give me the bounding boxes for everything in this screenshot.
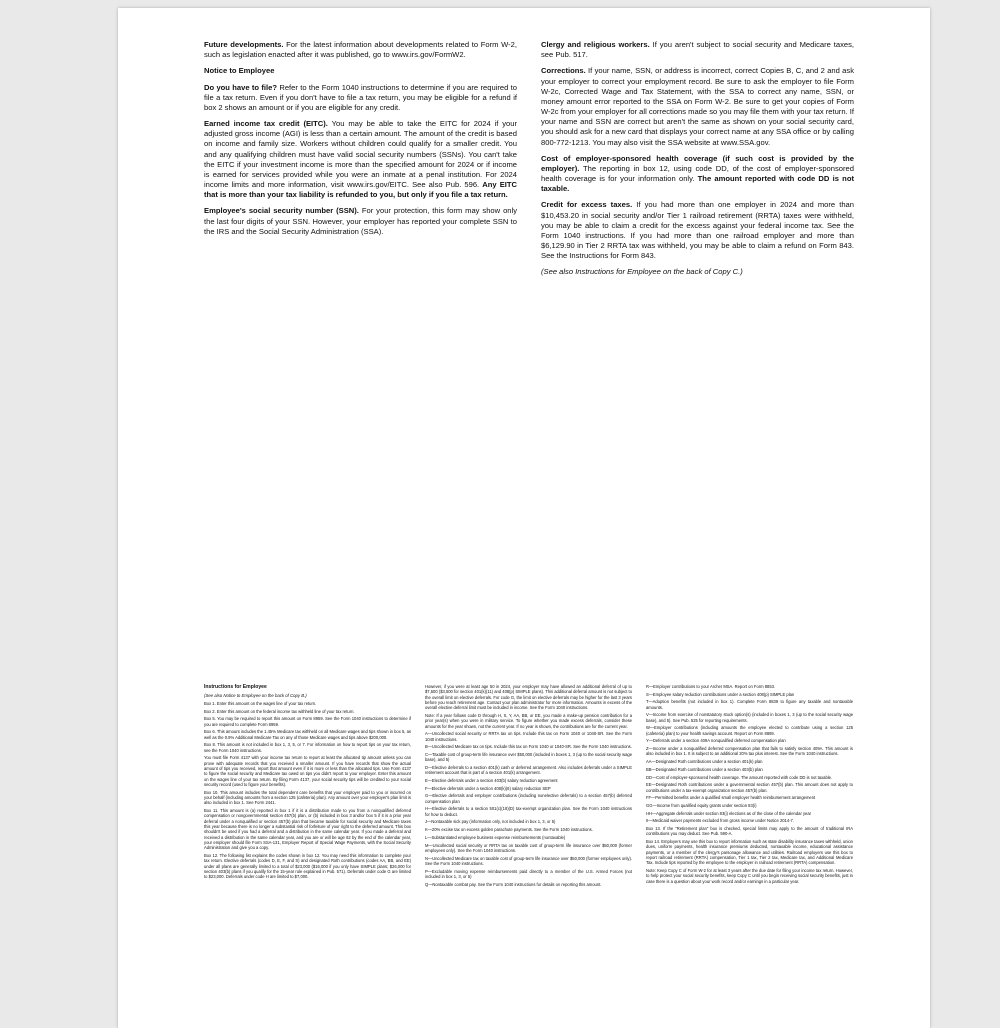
excess-taxes-paragraph: [541, 200, 854, 261]
instruction-item: BB—Designated Roth contributions under a section 403(b) plan: [646, 766, 763, 772]
instruction-item: Box 5. You may be required to report this amount on Form 8959. See the Form 1040 instructions to determine if you are required to complete Form 8959.: [204, 716, 411, 727]
eitc-bold-tail: Any EITC that is more than your tax liability is refunded to you, but only if you file a tax return.: [204, 180, 517, 200]
instructions-title: Instructions for Employee: [204, 684, 267, 690]
instruction-item: F—Elective deferrals under a section 408(k)(6) salary reduction SEP: [425, 785, 551, 791]
instruction-item: Note: If a year follows code D through H, S, Y, AA, BB, or EE, you made a make-up pension contribution for a prior year(s) when you were in military service. To figure whether you made excess deferrals, consider these amounts for the year shown, not the current year. If no year is shown, the contributions are for the current year.: [425, 712, 632, 729]
notice-title: Notice to Employee: [204, 66, 275, 76]
do-you-have-to-file-paragraph: [204, 83, 517, 114]
instructions-subtitle: (See also Notice to Employee on the back of Copy B.): [204, 692, 307, 698]
instruction-item: M—Uncollected social security or RRTA tax on taxable cost of group-term life insurance over $50,000 (former employees only). See the Form 1040 instructions.: [425, 842, 632, 853]
instruction-item: DD—Cost of employer-sponsored health coverage. The amount reported with code DD is not taxable.: [646, 774, 833, 780]
instruction-item: L—Substantiated employee business expense reimbursements (nontaxable): [425, 834, 566, 840]
instruction-item: Box 13. If the "Retirement plan" box is checked, special limits may apply to the amount of traditional IRA contributions you may deduct. See Pub. 590-A.: [646, 826, 853, 837]
instruction-item: Q—Nontaxable combat pay. See the Form 1040 instructions for details on reporting this amount.: [425, 881, 602, 887]
instruction-item: T—Adoption benefits (not included in box 1). Complete Form 8839 to figure any taxable and nontaxable amounts.: [646, 699, 853, 710]
instruction-item: D—Elective deferrals to a section 401(k) cash or deferred arrangement. Also includes deferrals under a SIMPLE retirement account that is part of a section 401(k) arrangement.: [425, 765, 632, 776]
ssn-heading: Employee's social security number (SSN).: [204, 206, 359, 216]
future-developments-text: For the latest information about developments related to Form W-2, such as legislation enacted after it was published, go to www.irs.gov/FormW2.: [204, 40, 518, 60]
eitc-heading: Earned income tax credit (EITC).: [204, 119, 328, 129]
instruction-item: V—Income from exercise of nonstatutory stock option(s) (included in boxes 1, 3 (up to the social security wage base), and 5). See Pub. 525 for reporting requirements.: [646, 712, 853, 723]
notice-left-column: [204, 40, 517, 284]
health-coverage-text: The reporting in box 12, using code DD, of the cost of employer-sponsored health coverage is for your information only.: [541, 163, 854, 184]
do-you-have-to-file-text: Refer to the Form 1040 instructions to determine if you are required to file a tax return. Even if you don't have to file a tax return, you may be eligible for a refund if box 2 shows an amount or if you are eligible for any credit.: [204, 82, 517, 112]
instruction-item: G—Elective deferrals and employer contributions (including nonelective deferrals) to a section 457(b) deferred compensation plan: [425, 793, 632, 804]
instruction-item: AA—Designated Roth contributions under a section 401(k) plan: [646, 759, 763, 765]
ssn-paragraph: [204, 206, 517, 237]
see-also-note-text: (See also Instructions for Employee on the back of Copy C.): [541, 267, 743, 277]
instruction-item: Y—Deferrals under a section 409A nonqualified deferred compensation plan: [646, 738, 786, 744]
instruction-item: E—Elective deferrals under a section 403(b) salary reduction agreement: [425, 778, 558, 784]
instruction-item: J—Nontaxable sick pay (information only, not included in box 1, 3, or 5): [425, 819, 556, 825]
corrections-text: If your name, SSN, or address is incorrect, correct Copies B, C, and 2 and ask your employer to correct your employment record. Be sure to ask the employer to file Form W-2c, Corrected Wage and Tax Statement, with the SSA to correct any name, SSN, or money amount error reported to the SSA on Form W-2. Be sure to get your copies of Form W-2c from your employer for all corrections made so you may file them with your tax return. If your name and SSN are correct but aren't the same as shown on your social security card, you should ask for a new card that displays your correct name at any SSA office or by calling 800-772-1213. You may also visit the SSA website at www.SSA.gov.: [541, 66, 855, 147]
instruction-item: However, if you were at least age 50 in 2024, your employer may have allowed an additional deferral of up to $7,500 ($3,500 for section 401(k)(11) and 408(p) SIMPLE plans). This additional deferral amount is not subject to the overall limit on elective deferrals. For code G, the limit on elective deferrals may be higher for the last 3 years before you reach retirement age. Contact your plan administrator for more information. Amounts in excess of the overall elective deferral limit must be included in income. See the Form 1040 instructions.: [425, 684, 632, 711]
ssn-text: For your protection, this form may show only the last four digits of your SSN. However, your employer has reported your complete SSN to the IRS and the Social Security Administration (SSA).: [204, 206, 518, 236]
do-you-have-to-file-heading: Do you have to file?: [204, 82, 278, 92]
instruction-item: N—Uncollected Medicare tax on taxable cost of group-term life insurance over $50,000 (former employees only). See the Form 1040 instructions.: [425, 855, 632, 866]
eitc-paragraph: [204, 119, 517, 200]
instruction-item: C—Taxable cost of group-term life insurance over $50,000 (included in boxes 1, 3 (up to the social security wage base), and 5): [425, 752, 632, 763]
excess-taxes-text: If you had more than one employer in 2024 and more than $10,453.20 in social security and/or Tier 1 railroad retirement (RRTA) taxes were withheld, you may be able to claim a credit for the excess against your federal income tax. See the Form 1040 instructions. If you had more than one railroad employer and more than $6,129.90 in Tier 2 RRTA tax was withheld, you may be able to claim a refund on Form 843. See the Instructions for Form 843.: [541, 200, 854, 261]
health-coverage-heading: Cost of employer-sponsored health coverage (if such cost is provided by the employer).: [541, 153, 854, 173]
instruction-item: GG—Income from qualified equity grants under section 83(i): [646, 803, 757, 808]
instruction-item: HH—Aggregate deferrals under section 83(i) elections as of the close of the calendar year: [646, 810, 812, 816]
instructions-for-employee-section: [204, 684, 854, 889]
instruction-item: K—20% excise tax on excess golden parachute payments. See the Form 1040 instructions.: [425, 827, 593, 833]
document-page: [118, 8, 930, 1028]
future-developments-paragraph: [204, 40, 517, 60]
clergy-paragraph: [541, 40, 854, 60]
instruction-item: Z—Income under a nonqualified deferred compensation plan that fails to satisfy section 409A. This amount is also included in box 1. It is subject to an additional 20% tax plus interest. See the Form 1040 instructions.: [646, 746, 853, 757]
instructions-column-3: [646, 684, 853, 889]
instruction-item: R—Employer contributions to your Archer MSA. Report on Form 8853.: [646, 684, 776, 689]
instruction-item: FF—Permitted benefits under a qualified small employer health reimbursement arrangement: [646, 795, 816, 801]
instruction-item: S—Employee salary reduction contributions under a section 408(p) SIMPLE plan: [646, 691, 795, 697]
clergy-text: If you aren't subject to social security and Medicare taxes, see Pub. 517.: [541, 40, 854, 60]
instruction-item: Box 8. This amount is not included in box 1, 3, 5, or 7. For information on how to report tips on your tax return, see the Form 1040 instructions.: [204, 742, 411, 753]
instruction-item: II—Medicaid waiver payments excluded from gross income under Notice 2014-7.: [646, 818, 794, 824]
eitc-text: You may be able to take the EITC for 2024 if your adjusted gross income (AGI) is less than a certain amount. The amount of the credit is based on income and family size. Workers without children could qualify for a smaller credit. You and any qualifying children must have valid social security numbers (SSNs). You can't take the EITC if your investment income is more than the specified amount for 2024 or if income is earned for services provided while you were an inmate at a penal institution. For 2024 income limits and more information, visit www.irs.gov/EITC. See also Pub. 596.: [204, 119, 517, 190]
instruction-item: You must file Form 4137 with your income tax return to report at least the allocated tip amount unless you can prove with adequate records that you received a smaller amount. If you have records that show the actual amount of tips you received, report that amount even if it is more or less than the allocated tips. Use Form 4137 to figure the social security and Medicare tax owed on tips you didn't report to your employer. Enter this amount on the wages line of your tax return. By filing Form 4137, your social security tips will be credited to your social security record (used to figure your benefits).: [204, 755, 411, 788]
instruction-item: Box 6. This amount includes the 1.45% Medicare tax withheld on all Medicare wages and tips shown in box 5, as well as the 0.9% Additional Medicare Tax on any of those Medicare wages and tips above $200,000.: [204, 729, 411, 740]
instruction-item: Box 14. Employers may use this box to report information such as state disability insurance taxes withheld, union dues, uniform payments, health insurance premiums deducted, nontaxable income, educational assistance payments, or a member of the clergy's parsonage allowance and utilities. Railroad employers use this box to report railroad retirement (RRTA) compensation, Tier 1 tax, Tier 2 tax, Medicare tax, and Additional Medicare Tax. Include tips reported by the employee to the employer in railroad retirement (RRTA) compensation.: [646, 839, 853, 866]
future-developments-heading: Future developments.: [204, 40, 284, 49]
instruction-item: Box 1. Enter this amount on the wages line of your tax return.: [204, 701, 317, 707]
instruction-item: Box 11. This amount is (a) reported in box 1 if it is a distribution made to you from a nonqualified deferred compensation or nongovernmental section 457(b) plan, or (b) included in box 3 and/or box 5 if it is a prior year deferral under a nonqualified or section 457(b) plan that became taxable for social security and Medicare taxes this year because there is no longer a substantial risk of forfeiture of your right to the deferred amount. This box shouldn't be used if you had a deferral and a distribution in the same calendar year. If you made a deferral and received a distribution in the same calendar year, and you are or will be age 62 by the end of the calendar year, your employer should file Form SSA-131, Employer Report of Special Wage Payments, with the Social Security Administration and give you a copy.: [204, 808, 411, 851]
instruction-item: Note: Keep Copy C of Form W-2 for at least 3 years after the due date for filing your income tax return. However, to help protect your social security benefits, keep Copy C until you begin receiving social security benefits, just in case there is a question about your work record and/or earnings in a particular year.: [646, 868, 853, 884]
notice-right-column: [541, 40, 854, 284]
instruction-item: EE—Designated Roth contributions under a governmental section 457(b) plan. This amount does not apply to contributions under a tax-exempt organization section 457(b) plan.: [646, 782, 853, 793]
instruction-item: Box 2. Enter this amount on the federal income tax withheld line of your tax return.: [204, 708, 355, 714]
instruction-item: W—Employer contributions (including amounts the employee elected to contribute using a section 125 (cafeteria) plan) to your health savings account. Report on Form 8889.: [646, 725, 853, 736]
excess-taxes-heading: Credit for excess taxes.: [541, 200, 633, 210]
instruction-item: P—Excludable moving expense reimbursements paid directly to a member of the U.S. Armed Forces (not included in box 1, 3, or 5): [425, 868, 632, 879]
health-coverage-paragraph: [541, 154, 854, 195]
instruction-item: B—Uncollected Medicare tax on tips. Include this tax on Form 1040 or 1040-SR. See the Form 1040 instructions.: [425, 744, 632, 750]
notice-to-employee-section: [204, 40, 854, 284]
corrections-paragraph: [541, 66, 854, 147]
instruction-item: Box 10. This amount includes the total dependent care benefits that your employer paid to you or incurred on your behalf (including amounts from a section 125 (cafeteria) plan). Any amount over your employer's plan limit is also included in box 1. See Form 2441.: [204, 789, 412, 806]
instruction-item: Box 12. The following list explains the codes shown in box 12. You may need this information to complete your tax return. Elective deferrals (codes D, E, F, and S) and designated Roth contributions (codes AA, BB, and EE) under all plans are generally limited to a total of $23,000 ($16,000 if you only have SIMPLE plans; $26,000 for section 403(b) plans if you qualify for the 15-year rule explained in Pub. 571). Deferrals under code G are limited to $23,000. Deferrals under code H are limited to $7,000.: [204, 852, 411, 880]
clergy-heading: Clergy and religious workers.: [541, 40, 650, 49]
instruction-item: H—Elective deferrals to a section 501(c)(18)(D) tax-exempt organization plan. See the Form 1040 instructions for how to deduct.: [425, 806, 632, 817]
corrections-heading: Corrections.: [541, 66, 586, 76]
instructions-column-2: [425, 684, 632, 889]
instruction-item: A—Uncollected social security or RRTA tax on tips. Include this tax on Form 1040 or 1040-SR. See the Form 1040 instructions.: [425, 731, 632, 742]
health-coverage-bold-tail: The amount reported with code DD is not taxable.: [541, 174, 854, 194]
see-also-note: [541, 267, 854, 277]
instructions-column-1: [204, 684, 411, 889]
